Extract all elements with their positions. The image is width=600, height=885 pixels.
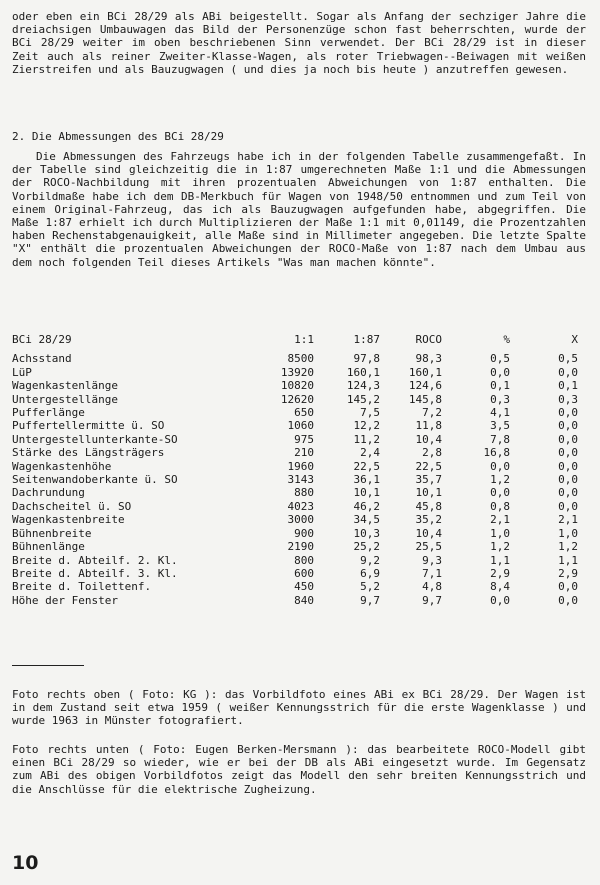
table-cell: 10820 [280,379,314,393]
table-row [12,419,586,432]
column-header: 1:87 [353,333,380,346]
table-row [12,379,586,392]
table-cell: 25,2 [353,540,380,554]
table-cell: 22,5 [353,459,380,473]
row-label: LüP [12,365,32,379]
column-header: 1:1 [294,333,314,346]
intro-paragraph: oder eben ein BCi 28/29 als ABi beigestellt. Sogar als Anfang der sechziger Jahre die dreiachsigen Umbauwagen das Bild der Personenzüge schon fast beherrschten, wurde der BCi 28/29 weiter im oben beschriebenen Sinn verwendet. Der BCi 28/29 ist in dieser Zeit auch als reiner Zweiter-Klasse-Wagen, als roter Triebwagen--Beiwagen mit weißen Zierstreifen und als Bauzugwagen ( und dies ja noch bis heute ) anzutreffen gewesen. [12,10,586,76]
table-cell: 0,0 [490,593,510,607]
row-label: Puffertellermitte ü. SO [12,419,165,433]
table-cell: 1,1 [490,553,510,567]
section-paragraph: Die Abmessungen des Fahrzeugs habe ich in der folgenden Tabelle zusammengefaßt. In der Tabelle sind gleichzeitig die in 1:87 umgerechneten Maße 1:1 und die Abmessungen der ROCO-Nachbildung mit ihren prozentualen Abweichungen von 1:87 enthalten. Die Vorbildmaße habe ich dem DB-Merkbuch für Wagen von 1948/50 entnommen und zum Teil von einem Original-Fahrzeug, das ich als Bauzugwagen aufgefunden habe, abgegriffen. Die Maße 1:87 erhielt ich durch Multiplizieren der Maße 1:1 mit 0,01149, die Prozentzahlen haben Rechenstabgenauigkeit, alle Maße sind in Millimeter angegeben. Die letzte Spalte "X" enthält die prozentualen Abweichungen der ROCO-Maße von 1:87 nach dem Umbau aus dem noch folgenden Teil dieses Artikels "Was man machen könnte". [12,150,586,269]
table-cell: 124,3 [346,379,380,393]
table-cell: 8500 [287,352,314,366]
table-cell: 0,0 [558,365,578,379]
table-row [12,486,586,499]
table-cell: 975 [294,432,314,446]
row-label: Untergestellänge [12,392,118,406]
table-cell: 10,4 [415,432,442,446]
table-cell: 9,2 [360,553,380,567]
table-cell: 1,2 [558,540,578,554]
table-cell: 6,9 [360,566,380,580]
table-cell: 1,2 [490,540,510,554]
table-header-row [12,333,586,352]
row-label: Breite d. Toilettenf. [12,580,152,594]
table-row [12,460,586,473]
table-cell: 145,8 [408,392,442,406]
table-cell: 600 [294,566,314,580]
table-cell: 34,5 [353,513,380,527]
table-cell: 12,2 [353,419,380,433]
table-row [12,527,586,540]
table-cell: 1060 [287,419,314,433]
table-cell: 98,3 [415,352,442,366]
row-label: Bühnenbreite [12,526,92,540]
table-cell: 2,9 [490,566,510,580]
table-cell: 0,5 [558,352,578,366]
table-cell: 2,8 [422,446,442,460]
table-cell: 1,1 [558,553,578,567]
table-cell: 1,2 [490,473,510,487]
row-label: Höhe der Fenster [12,593,118,607]
table-cell: 0,0 [558,580,578,594]
table-cell: 9,3 [422,553,442,567]
table-row [12,473,586,486]
row-label: Pufferlänge [12,406,85,420]
table-cell: 1,0 [490,526,510,540]
table-cell: 5,2 [360,580,380,594]
table-cell: 9,7 [422,593,442,607]
table-cell: 12620 [280,392,314,406]
table-cell: 8,4 [490,580,510,594]
table-cell: 9,7 [360,593,380,607]
table-cell: 0,3 [490,392,510,406]
table-cell: 0,0 [558,459,578,473]
row-label: Untergestellunterkante-SO [12,432,178,446]
table-cell: 10,3 [353,526,380,540]
table-cell: 35,7 [415,473,442,487]
table-cell: 0,0 [558,499,578,513]
table-row [12,594,586,607]
table-row [12,580,586,593]
table-cell: 0,0 [558,446,578,460]
table-cell: 10,4 [415,526,442,540]
table-row [12,406,586,419]
table-cell: 2190 [287,540,314,554]
table-cell: 2,4 [360,446,380,460]
dimensions-table [12,333,586,607]
table-cell: 1960 [287,459,314,473]
page-number: 10 [12,852,39,874]
table-cell: 0,0 [490,459,510,473]
table-cell: 0,0 [490,486,510,500]
row-label: Seitenwandoberkante ü. SO [12,473,178,487]
row-label: Breite d. Abteilf. 2. Kl. [12,553,178,567]
table-cell: 35,2 [415,513,442,527]
table-cell: 11,8 [415,419,442,433]
table-cell: 2,9 [558,566,578,580]
table-cell: 0,0 [558,432,578,446]
table-cell: 4023 [287,499,314,513]
table-cell: 3000 [287,513,314,527]
table-cell: 650 [294,406,314,420]
column-header: BCi 28/29 [12,333,72,346]
table-row [12,540,586,553]
table-cell: 0,0 [490,365,510,379]
column-header: ROCO [415,333,442,346]
row-label: Dachrundung [12,486,85,500]
section-heading: 2. Die Abmessungen des BCi 28/29 [12,130,224,143]
table-cell: 0,1 [490,379,510,393]
table-cell: 0,8 [490,499,510,513]
table-row [12,446,586,459]
table-cell: 13920 [280,365,314,379]
table-cell: 0,0 [558,473,578,487]
table-cell: 160,1 [346,365,380,379]
row-label: Dachscheitel ü. SO [12,499,132,513]
table-cell: 0,0 [558,419,578,433]
table-row [12,366,586,379]
table-cell: 3,5 [490,419,510,433]
caption-bottom: Foto rechts unten ( Foto: Eugen Berken-Mersmann ): das bearbeitete ROCO-Modell gibt einen BCi 28/29 so wieder, wie er bei der DB als ABi eingesetzt wurde. Im Gegensatz zum ABi des obigen Vorbildfotos zeigt das Modell den sehr breiten Kennungsstrich und die Anschlüsse für die elektrische Zugheizung. [12,743,586,796]
table-body [12,352,586,607]
table-row [12,393,586,406]
table-cell: 880 [294,486,314,500]
row-label: Wagenkastenbreite [12,513,125,527]
table-cell: 16,8 [483,446,510,460]
table-cell: 36,1 [353,473,380,487]
table-cell: 124,6 [408,379,442,393]
table-cell: 45,8 [415,499,442,513]
column-header: X [571,333,578,346]
table-cell: 11,2 [353,432,380,446]
table-cell: 46,2 [353,499,380,513]
table-cell: 0,0 [558,486,578,500]
table-cell: 97,8 [353,352,380,366]
row-label: Bühnenlänge [12,540,85,554]
table-cell: 450 [294,580,314,594]
table-cell: 7,8 [490,432,510,446]
table-cell: 4,1 [490,406,510,420]
row-label: Stärke des Längsträgers [12,446,165,460]
table-row [12,513,586,526]
table-cell: 2,1 [490,513,510,527]
table-cell: 0,0 [558,593,578,607]
row-label: Wagenkastenlänge [12,379,118,393]
footnote-divider [12,665,84,666]
table-row [12,352,586,365]
table-cell: 3143 [287,473,314,487]
row-label: Wagenkastenhöhe [12,459,112,473]
table-cell: 0,5 [490,352,510,366]
table-cell: 800 [294,553,314,567]
table-cell: 0,0 [558,406,578,420]
table-cell: 840 [294,593,314,607]
table-cell: 10,1 [353,486,380,500]
table-cell: 145,2 [346,392,380,406]
table-cell: 7,1 [422,566,442,580]
table-cell: 0,3 [558,392,578,406]
table-cell: 900 [294,526,314,540]
table-cell: 2,1 [558,513,578,527]
table-cell: 10,1 [415,486,442,500]
table-cell: 210 [294,446,314,460]
row-label: Achsstand [12,352,72,366]
table-row [12,554,586,567]
table-row [12,567,586,580]
caption-top: Foto rechts oben ( Foto: KG ): das Vorbildfoto eines ABi ex BCi 28/29. Der Wagen ist in dem Zustand seit etwa 1959 ( weißer Kennungsstrich für die erste Wagenklasse ) und wurde 1963 in Münster fotografiert. [12,688,586,728]
table-cell: 7,2 [422,406,442,420]
row-label: Breite d. Abteilf. 3. Kl. [12,566,178,580]
table-cell: 22,5 [415,459,442,473]
table-cell: 7,5 [360,406,380,420]
table-row [12,433,586,446]
table-cell: 4,8 [422,580,442,594]
table-cell: 160,1 [408,365,442,379]
table-cell: 1,0 [558,526,578,540]
table-row [12,500,586,513]
column-header: % [503,333,510,346]
table-cell: 0,1 [558,379,578,393]
table-cell: 25,5 [415,540,442,554]
